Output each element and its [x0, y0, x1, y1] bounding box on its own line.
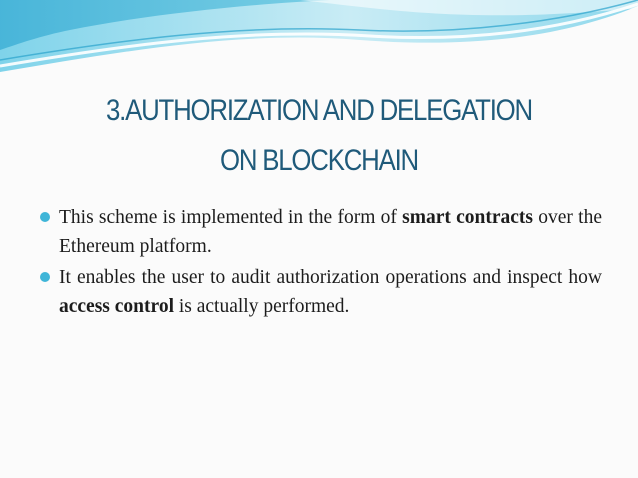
bullet-bold-text: smart contracts	[402, 207, 533, 228]
bullet-item	[40, 263, 602, 321]
header-wave-decoration	[0, 0, 638, 80]
slide-title	[79, 86, 559, 186]
bullet-text: is actually performed.	[173, 296, 350, 317]
bullet-list	[40, 203, 602, 323]
bullet-item	[40, 203, 602, 261]
bullet-bold-text: access control	[59, 296, 174, 317]
bullet-text: This scheme is implemented in the form of	[59, 207, 403, 228]
slide-title-line-1: 3.AUTHORIZATION AND DELEGATION	[106, 94, 532, 127]
bullet-text: over the Ethereum platform.	[59, 207, 602, 257]
bullet-dot-icon	[40, 212, 50, 222]
bullet-dot-icon	[40, 272, 50, 282]
slide-title-line-2: ON BLOCKCHAIN	[220, 144, 418, 177]
bullet-text: It enables the user to audit authorization operations and inspect how	[59, 267, 602, 288]
